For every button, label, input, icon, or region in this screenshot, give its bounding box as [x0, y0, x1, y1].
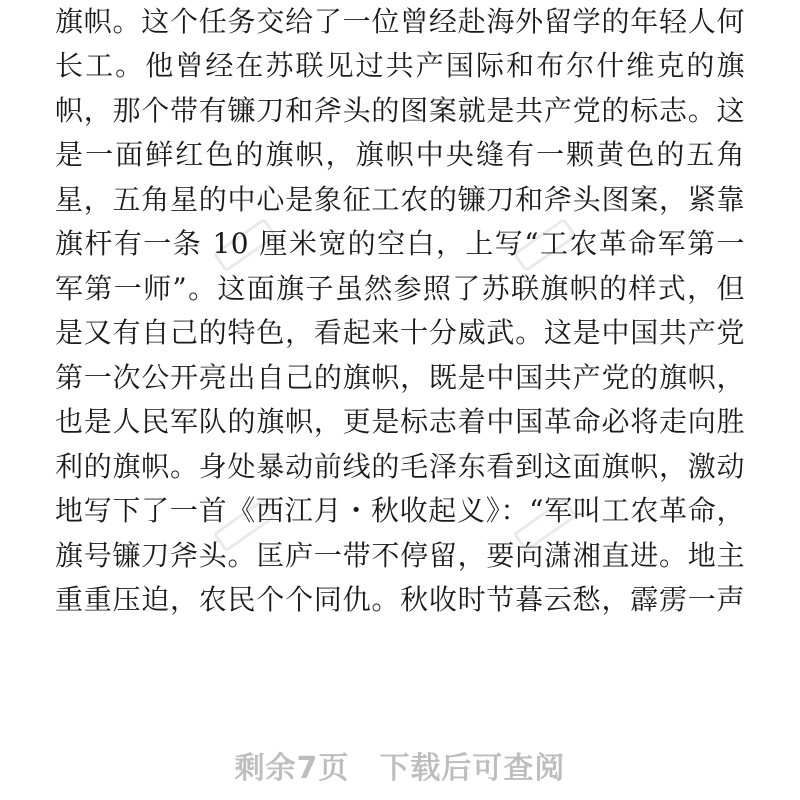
text-line: 军第一师”。这面旗子虽然参照了苏联旗帜的样式，但 [55, 272, 745, 305]
text-line: 星，五角星的中心是象征工农的镰刀和斧头图案，紧靠 [55, 183, 745, 216]
text-line: 也是人民军队的旗帜，更是标志着中国革命必将走向胜 [55, 405, 745, 438]
text-line: 第一次公开亮出自己的旗帜，既是中国共产党的旗帜， [55, 361, 745, 394]
text-line: 是一面鲜红色的旗帜，旗帜中央缝有一颗黄色的五角 [55, 138, 745, 171]
download-to-view-label: 下载后可查阅 [379, 751, 566, 786]
text-line: 地写下了一首《西江月・秋收起义》：“军叫工农革命， [55, 494, 745, 527]
text-line: 帜，那个带有镰刀和斧头的图案就是共产党的标志。这 [55, 94, 745, 127]
text-line: 重重压迫，农民个个同仇。秋收时节暮云愁，霹雳一声 [55, 583, 745, 616]
text-line: 旗杆有一条 10 厘米宽的空白，上写“工农革命军第一 [55, 227, 745, 260]
text-line: 是又有自己的特色，看起来十分威武。这是中国共产党 [55, 316, 745, 349]
text-line: 旗帜。这个任务交给了一位曾经赴海外留学的年轻人何 [55, 5, 745, 38]
text-line: 旗号镰刀斧头。匡庐一带不停留，要向潇湘直进。地主 [55, 539, 745, 572]
remaining-pages-label: 剩余7页 [234, 751, 350, 786]
text-line: 利的旗帜。身处暴动前线的毛泽东看到这面旗帜，激动 [55, 450, 745, 483]
text-line: 长工。他曾经在苏联见过共产国际和布尔什维克的旗 [55, 49, 745, 82]
download-prompt[interactable] [0, 744, 800, 794]
